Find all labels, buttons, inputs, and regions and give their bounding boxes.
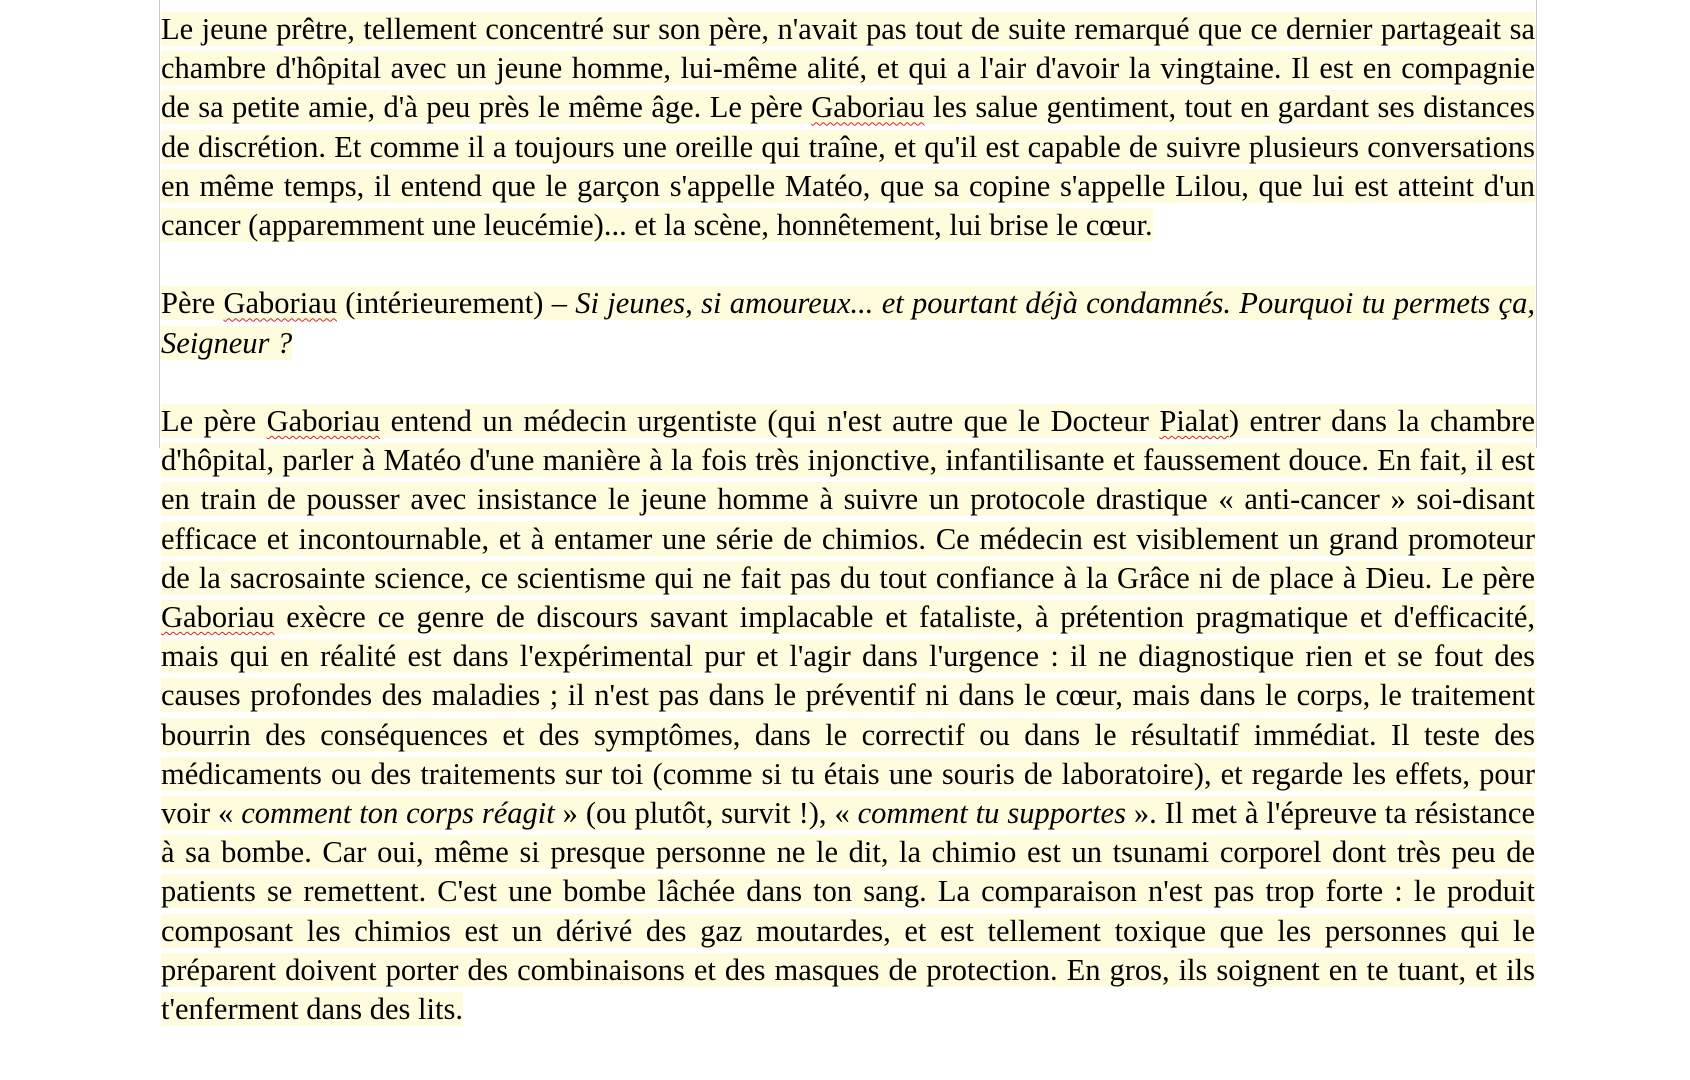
blank-line <box>161 363 1535 402</box>
document-body[interactable] <box>161 10 1535 1029</box>
text-run: Le jeune prêtre, tellement concentré sur son père, n'avait pas tout de suite remarqué que ce dernier partageait sa chambre d'hôpital avec un jeune homme, lui-même alité, et qui a l'air d'avoir la vingtaine. Il est en compagnie de sa petite amie, d'à peu près le même âge. Le père <box>161 12 1535 125</box>
spelling-flagged-word: Gaboriau <box>811 90 925 125</box>
spelling-flagged-word: Gaboriau <box>266 404 381 438</box>
text-run: les salue gentiment, tout en gardant ses distances de discrétion. Et comme il a toujours une oreille qui traîne, et qu'il est capable de suivre plusieurs conversations en même temps, il entend que le garçon s'appelle Matéo, que sa copine s'appelle Lilou, que lui est atteint d'un cancer (apparemment une leucémie)... et la scène, honnêtement, lui brise le cœur. <box>161 90 1535 243</box>
text-run: ) entrer dans la chambre d'hôpital, parler à Matéo d'une manière à la fois très injonctive, infantilisante et faussement douce. En fait, il est en train de pousser avec insistance le jeune homme à suivre un protocole drastique « anti-cancer » soi-disant efficace et incontournable, et à entamer une série de chimios. Ce médecin est visiblement un grand promoteur de la sacrosainte science, ce scientisme qui ne fait pas du tout confiance à la Grâce ni de place à Dieu. Le père <box>161 404 1535 595</box>
italic-text: Si jeunes, si amoureux... et pourtant déjà condamnés. Pourquoi tu permets ça, Seigneur ? <box>161 286 1535 360</box>
text-run: exècre ce genre de discours savant implacable et fataliste, à prétention pragmatique et d'efficacité, mais qui en réalité est dans l'expérimental pur et l'agir dans l'urgence : il ne diagnostique rien et se fout des causes profondes des maladies ; il n'est pas dans le préventif ni dans le cœur, mais dans le corps, le traitement bourrin des conséquences et des symptômes, dans le correctif ou dans le résultatif immédiat. Il teste des médicaments ou des traitements sur toi (comme si tu étais une souris de laboratoire), et regarde les effets, pour voir « <box>161 600 1535 831</box>
paragraph-1 <box>161 10 1535 245</box>
text-run: ». Il met à l'épreuve ta résistance à sa bombe. Car oui, même si presque personne ne le dit, la chimio est un tsunami corporel dont très peu de patients se remettent. C'est une bombe lâchée dans ton sang. La comparaison n'est pas trop forte : le produit composant les chimios est un dérivé des gaz moutardes, et est tellement toxique que les personnes qui le préparent doivent porter des combinaisons et des masques de protection. En gros, ils soignent en te tuant, et ils t'enferment dans des lits. <box>161 796 1535 1027</box>
right-margin-guide <box>1536 0 1537 448</box>
spelling-flagged-word: Pialat <box>1159 404 1229 438</box>
paragraph-2 <box>161 284 1535 362</box>
italic-text: comment tu supportes <box>857 796 1126 831</box>
paragraph-2-text <box>161 286 1535 359</box>
text-run: Père <box>161 286 224 321</box>
paragraph-3-text <box>161 404 1535 1026</box>
paragraph-1-text <box>161 12 1535 242</box>
blank-line <box>161 245 1535 284</box>
text-run: entend un médecin urgentiste (qui n'est autre que le Docteur <box>380 404 1160 438</box>
text-run: » (ou plutôt, survit !), « <box>554 796 858 831</box>
paragraph-3 <box>161 402 1535 1029</box>
spelling-flagged-word: Gaboriau <box>161 600 275 635</box>
spelling-flagged-word: Gaboriau <box>223 286 337 321</box>
text-run: (intérieurement) – <box>336 286 576 321</box>
left-margin-guide <box>159 0 160 448</box>
italic-text: comment ton corps réagit <box>241 796 555 831</box>
text-run: Le père <box>161 404 267 438</box>
